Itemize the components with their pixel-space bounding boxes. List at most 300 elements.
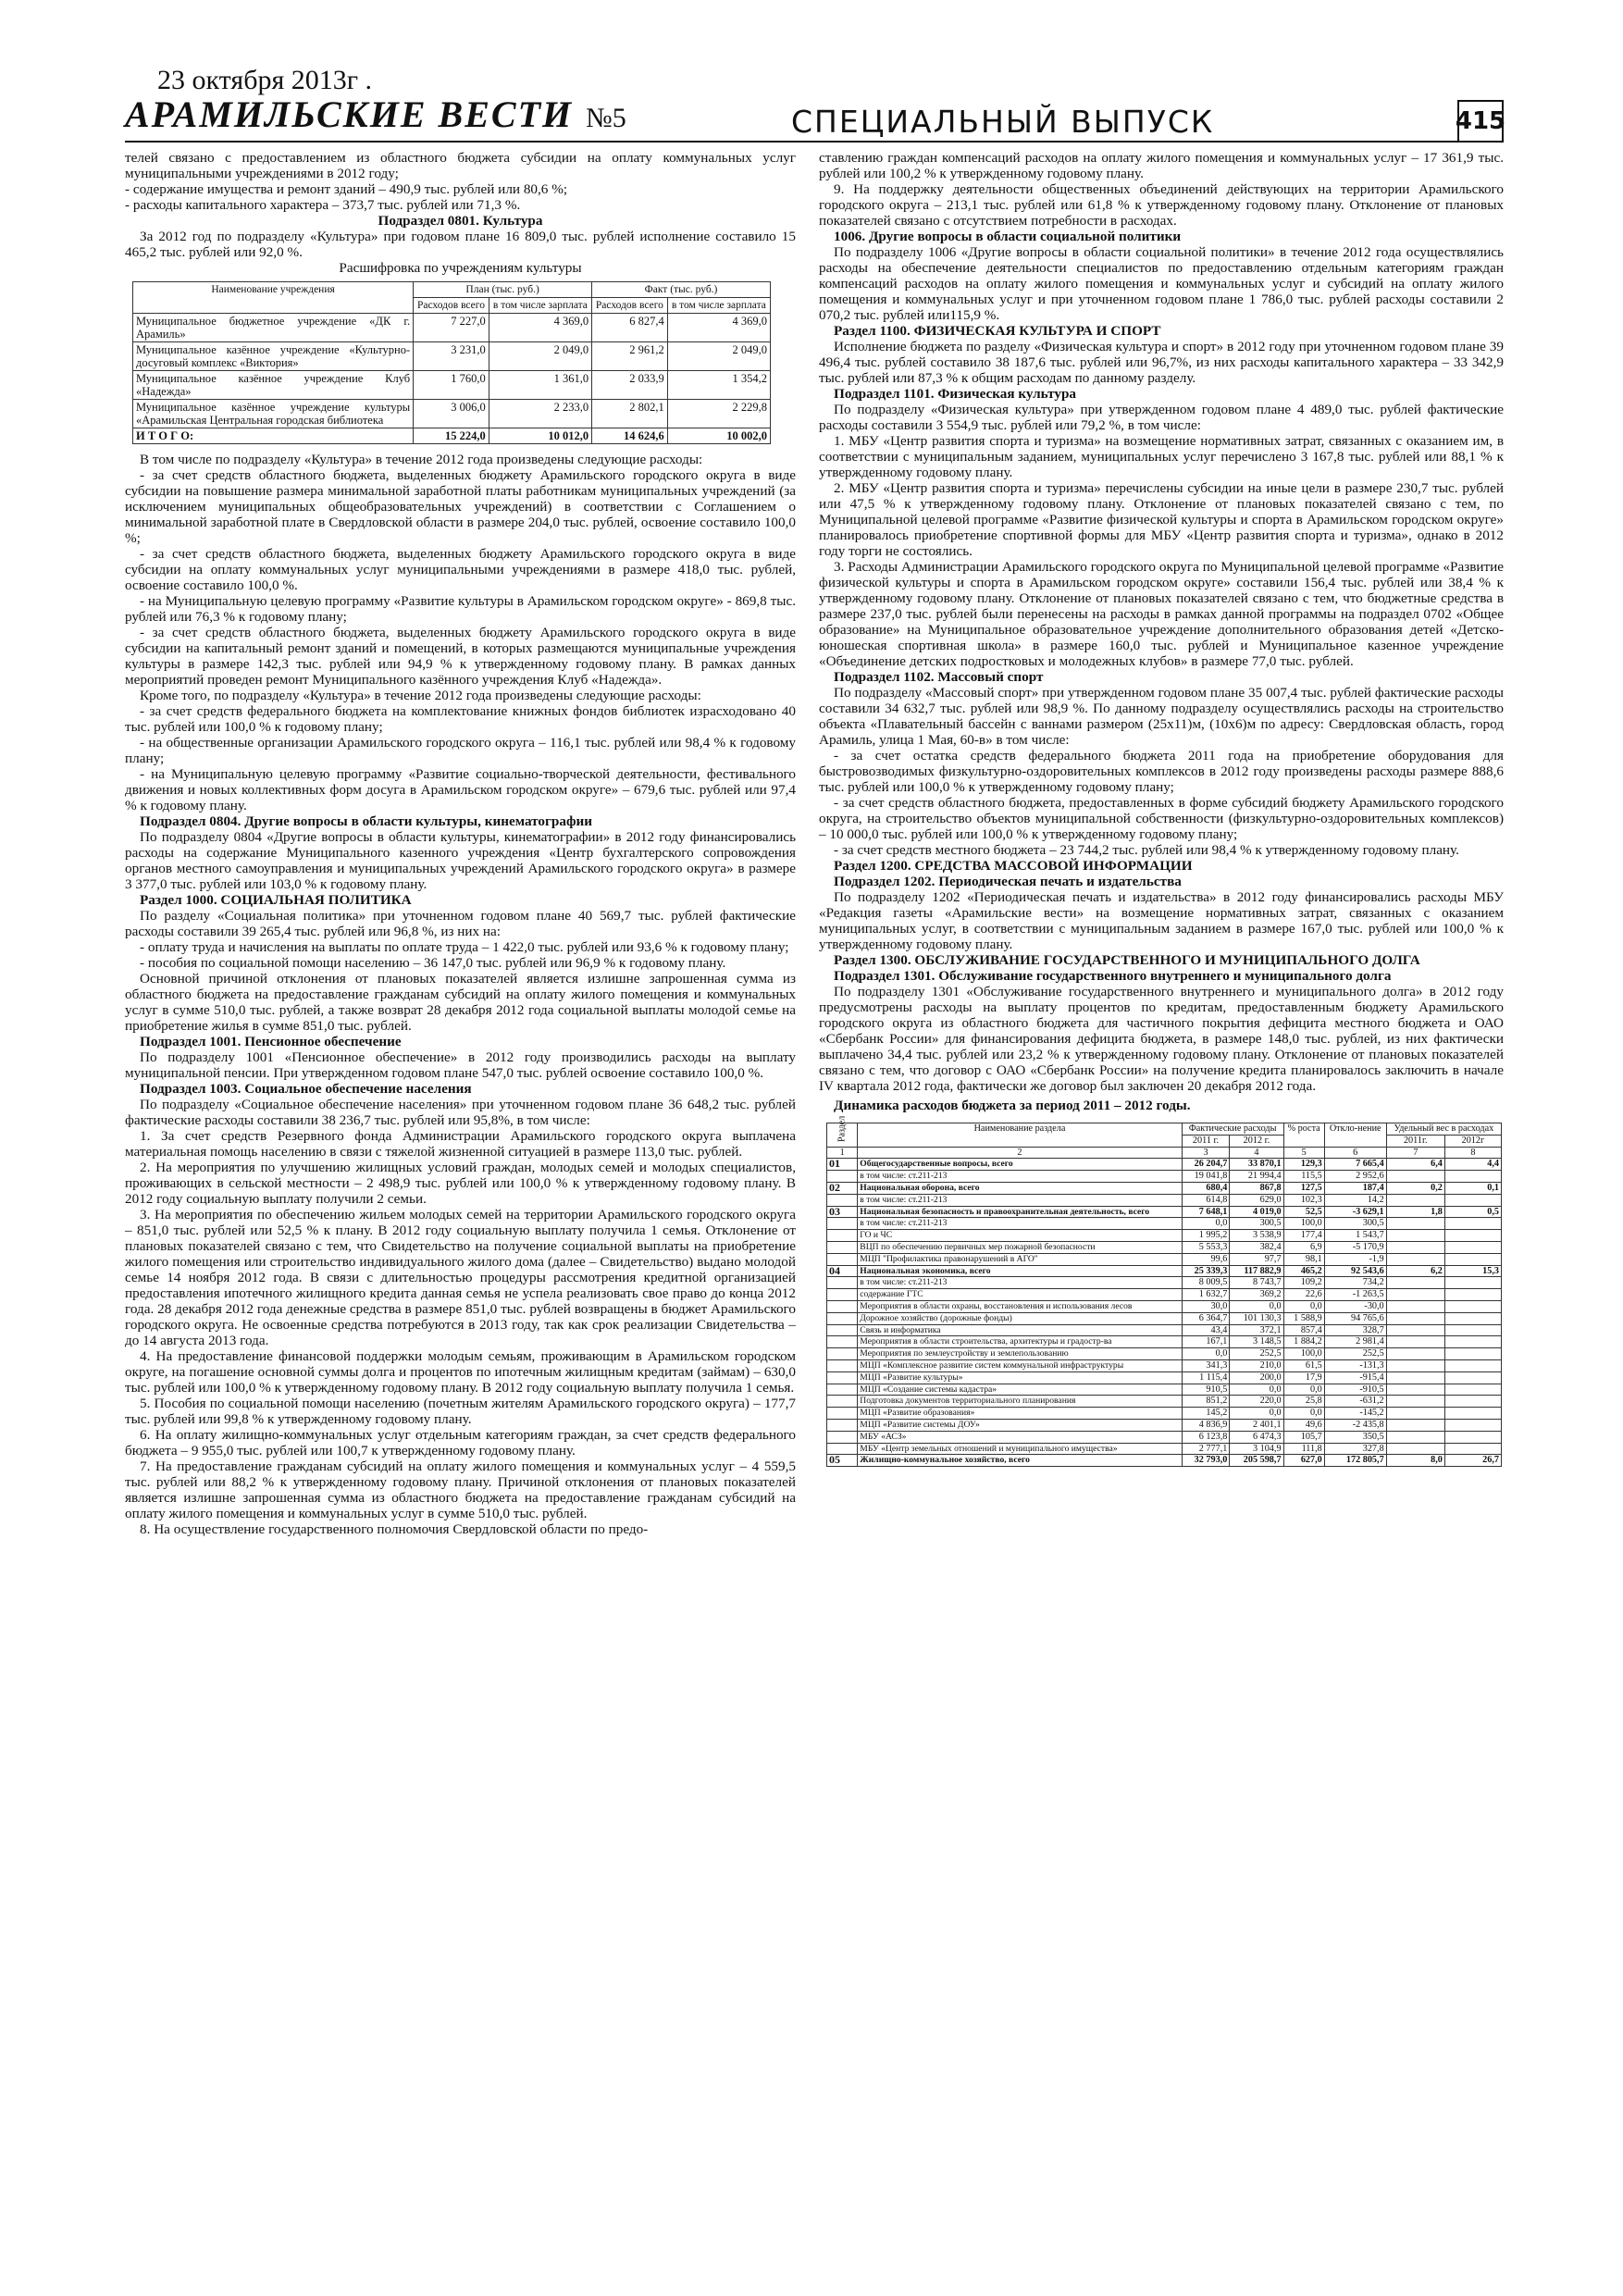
cell-share-2011 [1386, 1359, 1444, 1371]
cell-name: МЦП «Развитие системы ДОУ» [858, 1419, 1182, 1431]
paragraph: По подразделу «Социальное обеспечение населения» при уточненном годовом плане 36 648,2 тыс. рублей фактические расходы составили 38 236,7 тыс. рублей или 95,8%, в том числе: [125, 1097, 796, 1128]
cell-deviation: 350,5 [1324, 1431, 1386, 1443]
cell-2011: 26 204,7 [1182, 1159, 1230, 1171]
special-issue-label: СПЕЦИАЛЬНЫЙ ВЫПУСК [791, 104, 1215, 140]
cell-plan-total: 3 006,0 [414, 400, 489, 428]
cell-deviation: 94 765,6 [1324, 1312, 1386, 1324]
cell-share-2011: 6,2 [1386, 1265, 1444, 1277]
column-number: 8 [1444, 1147, 1501, 1159]
column-number: 6 [1324, 1147, 1386, 1159]
cell-code [827, 1218, 858, 1230]
column-number: 7 [1386, 1147, 1444, 1159]
cell-name: Жилищно-коммунальное хозяйство, всего [858, 1455, 1182, 1467]
masthead-title: АРАМИЛЬСКИЕ ВЕСТИ [125, 93, 574, 135]
table-row [827, 1384, 1502, 1396]
cell-growth: 177,4 [1283, 1230, 1324, 1242]
cell-code [827, 1431, 858, 1443]
cell-share-2011 [1386, 1194, 1444, 1206]
cell-deviation: 252,5 [1324, 1348, 1386, 1360]
cell-2011: 5 553,3 [1182, 1241, 1230, 1253]
column-number: 1 [827, 1147, 858, 1159]
cell-fact-salary: 2 049,0 [667, 342, 770, 371]
cell-share-2011: 1,8 [1386, 1206, 1444, 1218]
cell-2012: 382,4 [1230, 1241, 1283, 1253]
cell-deviation: 172 805,7 [1324, 1455, 1386, 1467]
paragraph: - оплату труда и начисления на выплаты по оплате труда – 1 422,0 тыс. рублей или 93,6 % к годовому плану; [140, 939, 789, 955]
cell-2012: 117 882,9 [1230, 1265, 1283, 1277]
cell-code [827, 1312, 858, 1324]
cell-code [827, 1324, 858, 1336]
cell-2012: 220,0 [1230, 1396, 1283, 1408]
cell-name: МЦП «Развитие культуры» [858, 1371, 1182, 1384]
paragraph: - на Муниципальную целевую программу «Развитие социально-творческой деятельности, фестивального движения и новых коллективных форм досуга в Арамильском городском округе» – 679,6 тыс. рублей или 97,4 % к годовому плану. [125, 766, 796, 813]
cell-2011: 30,0 [1182, 1300, 1230, 1312]
cell-fact-salary: 2 229,8 [667, 400, 770, 428]
cell-share-2011 [1386, 1419, 1444, 1431]
cell-name: МЦП «Развитие образования» [858, 1408, 1182, 1420]
cell-share-2012: 4,4 [1444, 1159, 1501, 1171]
cell-2011: 2 777,1 [1182, 1443, 1230, 1455]
table-row [827, 1159, 1502, 1171]
cell-2011: 614,8 [1182, 1194, 1230, 1206]
cell-plan-total: 7 227,0 [414, 314, 489, 342]
paragraph: - за счет средств областного бюджета, выделенных бюджету Арамильского городского округа в виде субсидии на оплату коммунальных услуг муниципальными учреждениями в размере 418,0 тыс. рублей, освоение составило 100,0 %. [125, 546, 796, 593]
paragraph: 9. На поддержку деятельности общественных объединений действующих на территории Арамильского городского округа – 213,1 тыс. рублей или 61,8 % к утвержденному годовому плану. Отклонение от плановых показателей связано с отсутствием потребности в расходах. [819, 181, 1504, 229]
cell-share-2012 [1444, 1194, 1501, 1206]
table-row [827, 1171, 1502, 1183]
cell-share-2011 [1386, 1431, 1444, 1443]
cell-code [827, 1348, 858, 1360]
cell-2012: 8 743,7 [1230, 1277, 1283, 1289]
paragraph: 7. На предоставление гражданам субсидий на оплату жилого помещения и коммунальных услуг – 4 559,5 тыс. рублей или 88,2 % к утвержденному годовому плану. Причиной отклонения от плановых показателей является излишне запрошенная сумма из областного бюджета на предоставление гражданам субсидий на оплату жилого помещения и коммунальных услуг в сумме 510,0 тыс. рублей. [125, 1458, 796, 1521]
cell-share-2012 [1444, 1431, 1501, 1443]
cell-growth: 105,7 [1283, 1431, 1324, 1443]
cell-share-2011 [1386, 1324, 1444, 1336]
paragraph: 8. На осуществление государственного полномочия Свердловской области по предо- [140, 1521, 649, 1537]
column-number: 4 [1230, 1147, 1283, 1159]
col-header-name: Наименование учреждения [133, 282, 414, 314]
cell-code [827, 1277, 858, 1289]
table-row [827, 1455, 1502, 1467]
cell-share-2011 [1386, 1230, 1444, 1242]
cell-growth: 52,5 [1283, 1206, 1324, 1218]
paragraph: 1. За счет средств Резервного фонда Администрации Арамильского городского округа выплачена материальная помощь населению в связи с тяжелой жизненной ситуацией в размере 113,0 тыс. рублей. [125, 1128, 796, 1160]
table-row [827, 1289, 1502, 1301]
table-row [133, 400, 771, 428]
cell-deviation: 7 665,4 [1324, 1159, 1386, 1171]
cell-code: 03 [827, 1206, 858, 1218]
cell-2012: 0,0 [1230, 1384, 1283, 1396]
paragraph: - на общественные организации Арамильского городского округа – 116,1 тыс. рублей или 98,4 % к годовому плану; [125, 735, 796, 766]
cell-2012: 3 148,5 [1230, 1336, 1283, 1348]
cell-code [827, 1371, 858, 1384]
table-row [827, 1241, 1502, 1253]
col-header-salary: в том числе зарплата [667, 298, 770, 314]
table-row [827, 1408, 1502, 1420]
cell-name: Муниципальное казённое учреждение культуры «Арамильская Центральная городская библиотека [133, 400, 414, 428]
table-row [133, 314, 771, 342]
cell-name: Дорожное хозяйство (дорожные фонды) [858, 1312, 1182, 1324]
cell-fact-total: 14 624,6 [592, 428, 668, 444]
cell-plan-salary: 10 012,0 [489, 428, 591, 444]
cell-deviation: -30,0 [1324, 1300, 1386, 1312]
cell-2012: 21 994,4 [1230, 1171, 1283, 1183]
cell-growth: 25,8 [1283, 1396, 1324, 1408]
cell-2012: 300,5 [1230, 1218, 1283, 1230]
cell-2011: 0,0 [1182, 1218, 1230, 1230]
paragraph: За 2012 год по подразделу «Культура» при годовом плане 16 809,0 тыс. рублей исполнение составило 15 465,2 тыс. рублей или 92,0 %. [125, 229, 796, 260]
cell-code [827, 1419, 858, 1431]
cell-share-2012 [1444, 1443, 1501, 1455]
table-row [827, 1277, 1502, 1289]
paragraph: 5. Пособия по социальной помощи населению (почетным жителям Арамильского городского округа) – 177,7 тыс. рублей или 99,8 % к утвержденному годовому плану. [125, 1396, 796, 1427]
cell-2012: 210,0 [1230, 1359, 1283, 1371]
table-row [827, 1300, 1502, 1312]
col-header-fact: Факт (тыс. руб.) [592, 282, 771, 298]
paragraph: 1. МБУ «Центр развития спорта и туризма» на возмещение нормативных затрат, связанных с оказанием им, в соответствии с муниципальным заданием, муниципальных услуг перечислено 3 167,8 тыс. рублей или 88,1 % к утвержденному годовому плану. [819, 433, 1504, 480]
col-header-share-2012: 2012г [1444, 1135, 1501, 1147]
cell-plan-salary: 2 233,0 [489, 400, 591, 428]
cell-share-2012 [1444, 1348, 1501, 1360]
cell-name: ВЦП по обеспечению первичных мер пожарной безопасности [858, 1241, 1182, 1253]
section-heading: Раздел 1100. ФИЗИЧЕСКАЯ КУЛЬТУРА И СПОРТ [834, 323, 1161, 339]
col-header-salary: в том числе зарплата [489, 298, 591, 314]
cell-share-2012 [1444, 1408, 1501, 1420]
cell-growth: 49,6 [1283, 1419, 1324, 1431]
cell-share-2012 [1444, 1419, 1501, 1431]
cell-growth: 129,3 [1283, 1159, 1324, 1171]
cell-growth: 465,2 [1283, 1265, 1324, 1277]
paragraph: По подразделу 1001 «Пенсионное обеспечение» в 2012 году производились расходы на выплату муниципальной пенсии. При утвержденном годовом плане 547,0 тыс. рублей освоение составило 100,0 %. [125, 1049, 796, 1081]
cell-plan-total: 3 231,0 [414, 342, 489, 371]
cell-deviation: -1,9 [1324, 1253, 1386, 1265]
column-number: 5 [1283, 1147, 1324, 1159]
cell-share-2012 [1444, 1230, 1501, 1242]
table-row [133, 371, 771, 400]
cell-2011: 167,1 [1182, 1336, 1230, 1348]
paragraph: - за счет средств областного бюджета, предоставленных в форме субсидий бюджету Арамильского городского округа, на строительство объектов муниципальной собственности (физкультурно-оздоровительных комплексов) – 10 000,0 тыс. рублей или 100,0 % к утвержденному годовому плану; [819, 795, 1504, 842]
cell-2012: 372,1 [1230, 1324, 1283, 1336]
cell-name: в том числе: ст.211-213 [858, 1277, 1182, 1289]
cell-name: в том числе: ст.211-213 [858, 1218, 1182, 1230]
cell-share-2012 [1444, 1324, 1501, 1336]
cell-name: Национальная безопасность и правоохранительная деятельность, всего [858, 1206, 1182, 1218]
cell-deviation: -145,2 [1324, 1408, 1386, 1420]
paragraph: - за счет средств местного бюджета – 23 744,2 тыс. рублей или 98,4 % к утвержденному годовому плану. [834, 842, 1459, 858]
cell-deviation: 327,8 [1324, 1443, 1386, 1455]
cell-name: Связь и информатика [858, 1324, 1182, 1336]
table-row [827, 1431, 1502, 1443]
cell-2011: 6 123,8 [1182, 1431, 1230, 1443]
col-header-total: Расходов всего [414, 298, 489, 314]
cell-deviation: -1 263,5 [1324, 1289, 1386, 1301]
cell-name: Муниципальное бюджетное учреждение «ДК г. Арамиль» [133, 314, 414, 342]
cell-share-2011 [1386, 1312, 1444, 1324]
section-heading: 1006. Другие вопросы в области социальной политики [834, 229, 1182, 244]
cell-share-2011 [1386, 1348, 1444, 1360]
paragraph: - за счет средств областного бюджета, выделенных бюджету Арамильского городского округа в виде субсидии на повышение размера минимальной заработной платы работникам муниципальных учреждений (за исключением муниципальных общеобразовательных учреждений) в соответствии с Соглашением о минимальной заработной плате в Свердловской области в размере 204,0 тыс. рублей, освоение составило 100,0 %; [125, 467, 796, 546]
cell-deviation: -2 435,8 [1324, 1419, 1386, 1431]
paragraph: По разделу «Социальная политика» при уточненном годовом плане 40 569,7 тыс. рублей фактические расходы составили 39 265,4 тыс. рублей или 96,8 %, из них на: [125, 908, 796, 939]
paragraph: По подразделу «Физическая культура» при утвержденном годовом плане 4 489,0 тыс. рублей фактические расходы составили 3 554,9 тыс. рублей или 79,2 %, в том числе: [819, 402, 1504, 433]
table-row [827, 1443, 1502, 1455]
section-heading: Раздел 1300. ОБСЛУЖИВАНИЕ ГОСУДАРСТВЕННОГО И МУНИЦИПАЛЬНОГО ДОЛГА [834, 952, 1420, 968]
cell-share-2011: 0,2 [1386, 1182, 1444, 1194]
col-header-2011: 2011 г. [1182, 1135, 1230, 1147]
left-column [125, 150, 796, 1537]
cell-deviation: -131,3 [1324, 1359, 1386, 1371]
cell-code [827, 1384, 858, 1396]
cell-2012: 4 019,0 [1230, 1206, 1283, 1218]
cell-2011: 851,2 [1182, 1396, 1230, 1408]
cell-share-2012 [1444, 1396, 1501, 1408]
cell-fact-salary: 4 369,0 [667, 314, 770, 342]
cell-name: Мероприятия по землеустройству и землепользованию [858, 1348, 1182, 1360]
cell-deviation: 92 543,6 [1324, 1265, 1386, 1277]
cell-2011: 680,4 [1182, 1182, 1230, 1194]
cell-share-2011 [1386, 1408, 1444, 1420]
cell-share-2012 [1444, 1289, 1501, 1301]
cell-growth: 1 588,9 [1283, 1312, 1324, 1324]
paragraph: 6. На оплату жилищно-коммунальных услуг отдельным категориям граждан, за счет средств федерального бюджета – 9 955,0 тыс. рублей или 100,7 к утвержденному годовому плану. [125, 1427, 796, 1458]
cell-2011: 145,2 [1182, 1408, 1230, 1420]
cell-growth: 6,9 [1283, 1241, 1324, 1253]
cell-share-2012 [1444, 1300, 1501, 1312]
cell-deviation: -910,5 [1324, 1384, 1386, 1396]
section-heading: Подраздел 1101. Физическая культура [834, 386, 1077, 402]
cell-plan-total: 15 224,0 [414, 428, 489, 444]
cell-2012: 0,0 [1230, 1408, 1283, 1420]
cell-name: в том числе: ст.211-213 [858, 1194, 1182, 1206]
cell-name: И Т О Г О: [133, 428, 414, 444]
cell-code [827, 1300, 858, 1312]
cell-share-2012 [1444, 1253, 1501, 1265]
cell-share-2012 [1444, 1171, 1501, 1183]
cell-code [827, 1241, 858, 1253]
cell-plan-total: 1 760,0 [414, 371, 489, 400]
cell-growth: 100,0 [1283, 1218, 1324, 1230]
cell-share-2012 [1444, 1336, 1501, 1348]
cell-fact-total: 2 802,1 [592, 400, 668, 428]
cell-growth: 115,5 [1283, 1171, 1324, 1183]
paragraph: По подразделу 1202 «Периодическая печать и издательства» в 2012 году финансировались расходы МБУ «Редакция газеты «Арамильские вести» на возмещение нормативных затрат, связанных с оказанием муниципальных услуг, в соответствии с муниципальным заданием в размере 167,0 тыс. рублей или 100,0 % к утвержденному годовому плану. [819, 889, 1504, 952]
col-header-section [827, 1115, 858, 1148]
paragraph: - пособия по социальной помощи населению – 36 147,0 тыс. рублей или 96,9 % к годовому плану. [140, 955, 726, 971]
cell-growth: 98,1 [1283, 1253, 1324, 1265]
cell-deviation: 300,5 [1324, 1218, 1386, 1230]
cell-share-2012: 0,1 [1444, 1182, 1501, 1194]
cell-name: Общегосударственные вопросы, всего [858, 1159, 1182, 1171]
cell-code [827, 1396, 858, 1408]
cell-share-2012: 0,5 [1444, 1206, 1501, 1218]
cell-deviation: 1 543,7 [1324, 1230, 1386, 1242]
cell-plan-salary: 2 049,0 [489, 342, 591, 371]
cell-2012: 3 538,9 [1230, 1230, 1283, 1242]
table-row [827, 1419, 1502, 1431]
cell-share-2011 [1386, 1371, 1444, 1384]
table-heading: Динамика расходов бюджета за период 2011 – 2012 годы. [834, 1098, 1191, 1113]
culture-institutions-table [132, 281, 771, 444]
cell-growth: 127,5 [1283, 1182, 1324, 1194]
cell-growth: 22,6 [1283, 1289, 1324, 1301]
cell-code [827, 1230, 858, 1242]
cell-2011: 1 115,4 [1182, 1371, 1230, 1384]
cell-growth: 0,0 [1283, 1384, 1324, 1396]
cell-name: Национальная экономика, всего [858, 1265, 1182, 1277]
cell-code: 04 [827, 1265, 858, 1277]
table-row [827, 1218, 1502, 1230]
col-header-section-label: Раздел [836, 1115, 848, 1143]
paragraph: Исполнение бюджета по разделу «Физическая культура и спорт» в 2012 году при уточненном годовом плане 39 496,4 тыс. рублей составило 38 187,6 тыс. рублей или 96,7%, из них расходы капитального характера – 33 342,9 тыс. рублей или 87,3 % к общим расходам по данному разделу. [819, 339, 1504, 386]
cell-2011: 7 648,1 [1182, 1206, 1230, 1218]
cell-growth: 857,4 [1283, 1324, 1324, 1336]
cell-fact-total: 2 961,2 [592, 342, 668, 371]
cell-2011: 341,3 [1182, 1359, 1230, 1371]
table-row [827, 1348, 1502, 1360]
paragraph: телей связано с предоставлением из областного бюджета субсидии на оплату коммунальных услуг муниципальными учреждениями в 2012 году; [125, 150, 796, 181]
section-heading: Раздел 1200. СРЕДСТВА МАССОВОЙ ИНФОРМАЦИИ [834, 858, 1193, 874]
paragraph: 2. На мероприятия по улучшению жилищных условий граждан, молодых семей и молодых специалистов, проживающих в сельской местности – 2 498,9 тыс. рублей или 100,0 % к утвержденному годовому плану. В 2012 году социальную выплату получили 2 семьи. [125, 1160, 796, 1207]
cell-share-2011 [1386, 1300, 1444, 1312]
table-caption: Расшифровка по учреждениям культуры [339, 260, 582, 276]
cell-deviation: 2 952,6 [1324, 1171, 1386, 1183]
cell-share-2012 [1444, 1371, 1501, 1384]
cell-2012: 6 474,3 [1230, 1431, 1283, 1443]
table-row [827, 1265, 1502, 1277]
cell-share-2011 [1386, 1384, 1444, 1396]
table-row [133, 342, 771, 371]
paragraph: 2. МБУ «Центр развития спорта и туризма» перечислены субсидии на иные цели в размере 230,7 тыс. рублей или 47,5 % к утвержденному годовому плану. Отклонение от плановых показателей связано с тем, по Муниципальной целевой программе «Развитие физической культуры и спорта в Арамильском городском округе» планировалось приобретение спортивной формы для МБУ «Центр развития спорта и туризма», однако в 2012 году торги не состоялись. [819, 480, 1504, 559]
cell-share-2012: 15,3 [1444, 1265, 1501, 1277]
cell-share-2011 [1386, 1336, 1444, 1348]
cell-deviation: -631,2 [1324, 1396, 1386, 1408]
cell-2011: 32 793,0 [1182, 1455, 1230, 1467]
cell-share-2012 [1444, 1277, 1501, 1289]
cell-2012: 629,0 [1230, 1194, 1283, 1206]
col-header-share: Удельный вес в расходах [1386, 1123, 1501, 1136]
cell-growth: 627,0 [1283, 1455, 1324, 1467]
cell-code: 02 [827, 1182, 858, 1194]
cell-2011: 6 364,7 [1182, 1312, 1230, 1324]
cell-2012: 252,5 [1230, 1348, 1283, 1360]
table-total-row [133, 428, 771, 444]
cell-growth: 100,0 [1283, 1348, 1324, 1360]
cell-growth: 0,0 [1283, 1408, 1324, 1420]
cell-name: Подготовка документов территориального планирования [858, 1396, 1182, 1408]
cell-name: Мероприятия в области строительства, архитектуры и градостр-ва [858, 1336, 1182, 1348]
cell-name: ГО и ЧС [858, 1230, 1182, 1242]
cell-2011: 19 041,8 [1182, 1171, 1230, 1183]
cell-code [827, 1359, 858, 1371]
cell-deviation: 2 981,4 [1324, 1336, 1386, 1348]
cell-plan-salary: 1 361,0 [489, 371, 591, 400]
cell-2011: 25 339,3 [1182, 1265, 1230, 1277]
cell-code [827, 1336, 858, 1348]
cell-2012: 0,0 [1230, 1300, 1283, 1312]
paragraph: 3. На мероприятия по обеспечению жильем молодых семей на территории Арамильского городского округа – 851,0 тыс. рублей или 52,5 % к плану. В 2012 году социальную выплату получила 1 семья. Отклонение от плановых показателей связано с тем, что Свидетельство на получение социальной выплаты на приобретение жилого помещения или строительство индивидуального жилого дома (далее – Свидетельство) выдано молодой семье 14 ноября 2012 года. В связи с длительностью процедуры рассмотрения кредитной организацией предоставления ипотечного жилищного кредита данная семья не успела реализовать свое право до конца 2012 года. 28 декабря 2012 года денежные средства в размере 851,0 тыс. рублей возвращены в бюджет Арамильского городского округа. Не освоенные средства потребуются в 2013 году, так как срок реализации Свидетельства – до 14 августа 2013 года. [125, 1207, 796, 1348]
cell-share-2012: 26,7 [1444, 1455, 1501, 1467]
table-row [827, 1312, 1502, 1324]
paragraph: В том числе по подразделу «Культура» в течение 2012 года произведены следующие расходы: [140, 452, 703, 467]
cell-growth: 0,0 [1283, 1300, 1324, 1312]
cell-2012: 867,8 [1230, 1182, 1283, 1194]
section-heading: Подраздел 1301. Обслуживание государственного внутреннего и муниципального долга [834, 968, 1392, 984]
cell-fact-salary: 10 002,0 [667, 428, 770, 444]
cell-share-2012 [1444, 1312, 1501, 1324]
table-row [827, 1371, 1502, 1384]
cell-code [827, 1408, 858, 1420]
cell-name: в том числе: ст.211-213 [858, 1171, 1182, 1183]
cell-growth: 1 884,2 [1283, 1336, 1324, 1348]
section-heading: Подраздел 1003. Социальное обеспечение населения [140, 1081, 472, 1097]
col-header-deviation: Откло-нение [1324, 1123, 1386, 1148]
column-number: 3 [1182, 1147, 1230, 1159]
budget-dynamics-table [826, 1115, 1502, 1467]
paragraph: По подразделу «Массовый спорт» при утвержденном годовом плане 35 007,4 тыс. рублей фактические расходы составили 34 632,7 тыс. рублей или 98,9 %. По данному подразделу осуществлялись расходы на строительство объекта «Плавательный бассейн с ваннами размером (25х11)м, (10х6)м по адресу: Свердловская область, город Арамиль, улица 1 Мая, 60-в» в том числе: [819, 685, 1504, 748]
cell-2011: 99,6 [1182, 1253, 1230, 1265]
cell-name: МБУ «Центр земельных отношений и муниципального имущества» [858, 1443, 1182, 1455]
cell-2011: 0,0 [1182, 1348, 1230, 1360]
cell-share-2011 [1386, 1253, 1444, 1265]
cell-fact-total: 6 827,4 [592, 314, 668, 342]
cell-name: Муниципальное казённое учреждение Клуб «Надежда» [133, 371, 414, 400]
right-column [819, 150, 1504, 1467]
cell-deviation: 734,2 [1324, 1277, 1386, 1289]
cell-deviation: 14,2 [1324, 1194, 1386, 1206]
col-header-share-2011: 2011г. [1386, 1135, 1444, 1147]
cell-deviation: -5 170,9 [1324, 1241, 1386, 1253]
cell-code [827, 1289, 858, 1301]
cell-share-2011: 6,4 [1386, 1159, 1444, 1171]
cell-2011: 4 836,9 [1182, 1419, 1230, 1431]
paragraph: - расходы капитального характера – 373,7 тыс. рублей или 71,3 %. [125, 197, 521, 213]
cell-2012: 3 104,9 [1230, 1443, 1283, 1455]
col-header-growth: % роста [1283, 1123, 1324, 1148]
cell-share-2011: 8,0 [1386, 1455, 1444, 1467]
col-header-plan: План (тыс. руб.) [414, 282, 592, 298]
cell-2011: 1 995,2 [1182, 1230, 1230, 1242]
cell-share-2012 [1444, 1218, 1501, 1230]
cell-share-2012 [1444, 1241, 1501, 1253]
table-row [827, 1359, 1502, 1371]
section-heading: Подраздел 1202. Периодическая печать и издательства [834, 874, 1182, 889]
cell-share-2011 [1386, 1443, 1444, 1455]
col-header-total: Расходов всего [592, 298, 668, 314]
table-row [827, 1206, 1502, 1218]
cell-name: Мероприятия в области охраны, восстановления и использования лесов [858, 1300, 1182, 1312]
section-heading: Подраздел 0801. Культура [378, 213, 543, 229]
cell-growth: 102,3 [1283, 1194, 1324, 1206]
cell-2012: 369,2 [1230, 1289, 1283, 1301]
paragraph: ставлению граждан компенсаций расходов на оплату жилого помещения и коммунальных услуг – 17 361,9 тыс. рублей или 100,2 % к утвержденному годовому плану. [819, 150, 1504, 181]
cell-growth: 109,2 [1283, 1277, 1324, 1289]
table-row [827, 1396, 1502, 1408]
paragraph: Основной причиной отклонения от плановых показателей является излишне запрошенная сумма из областного бюджета на предоставление гражданам субсидий на оплату жилого помещения и коммунальных услуг в сумме 510,0 тыс. рублей, а также возврат 28 декабря 2012 года социальной выплаты молодой семье на приобретение жилья в сумме 851,0 тыс. рублей. [125, 971, 796, 1034]
cell-name: Муниципальное казённое учреждение «Культурно-досуговый комплекс «Виктория» [133, 342, 414, 371]
section-heading: Раздел 1000. СОЦИАЛЬНАЯ ПОЛИТИКА [140, 892, 412, 908]
cell-name: МЦП "Профилактика правонарушений в АГО" [858, 1253, 1182, 1265]
header-rule [125, 141, 1504, 143]
cell-2012: 97,7 [1230, 1253, 1283, 1265]
table-row [827, 1182, 1502, 1194]
paragraph: По подразделу 0804 «Другие вопросы в области культуры, кинематографии» в 2012 году финансировались расходы на содержание Муниципального казенного учреждения «Центр бухгалтерского сопровождения органов местного самоуправления и муниципальных учреждений Арамильского городского округа» в размере 3 377,0 тыс. рублей или 103,0 % к годовому плану. [125, 829, 796, 892]
cell-growth: 111,8 [1283, 1443, 1324, 1455]
cell-2012: 33 870,1 [1230, 1159, 1283, 1171]
table-row [827, 1336, 1502, 1348]
cell-2011: 910,5 [1182, 1384, 1230, 1396]
cell-share-2011 [1386, 1218, 1444, 1230]
cell-name: МБУ «АСЗ» [858, 1431, 1182, 1443]
